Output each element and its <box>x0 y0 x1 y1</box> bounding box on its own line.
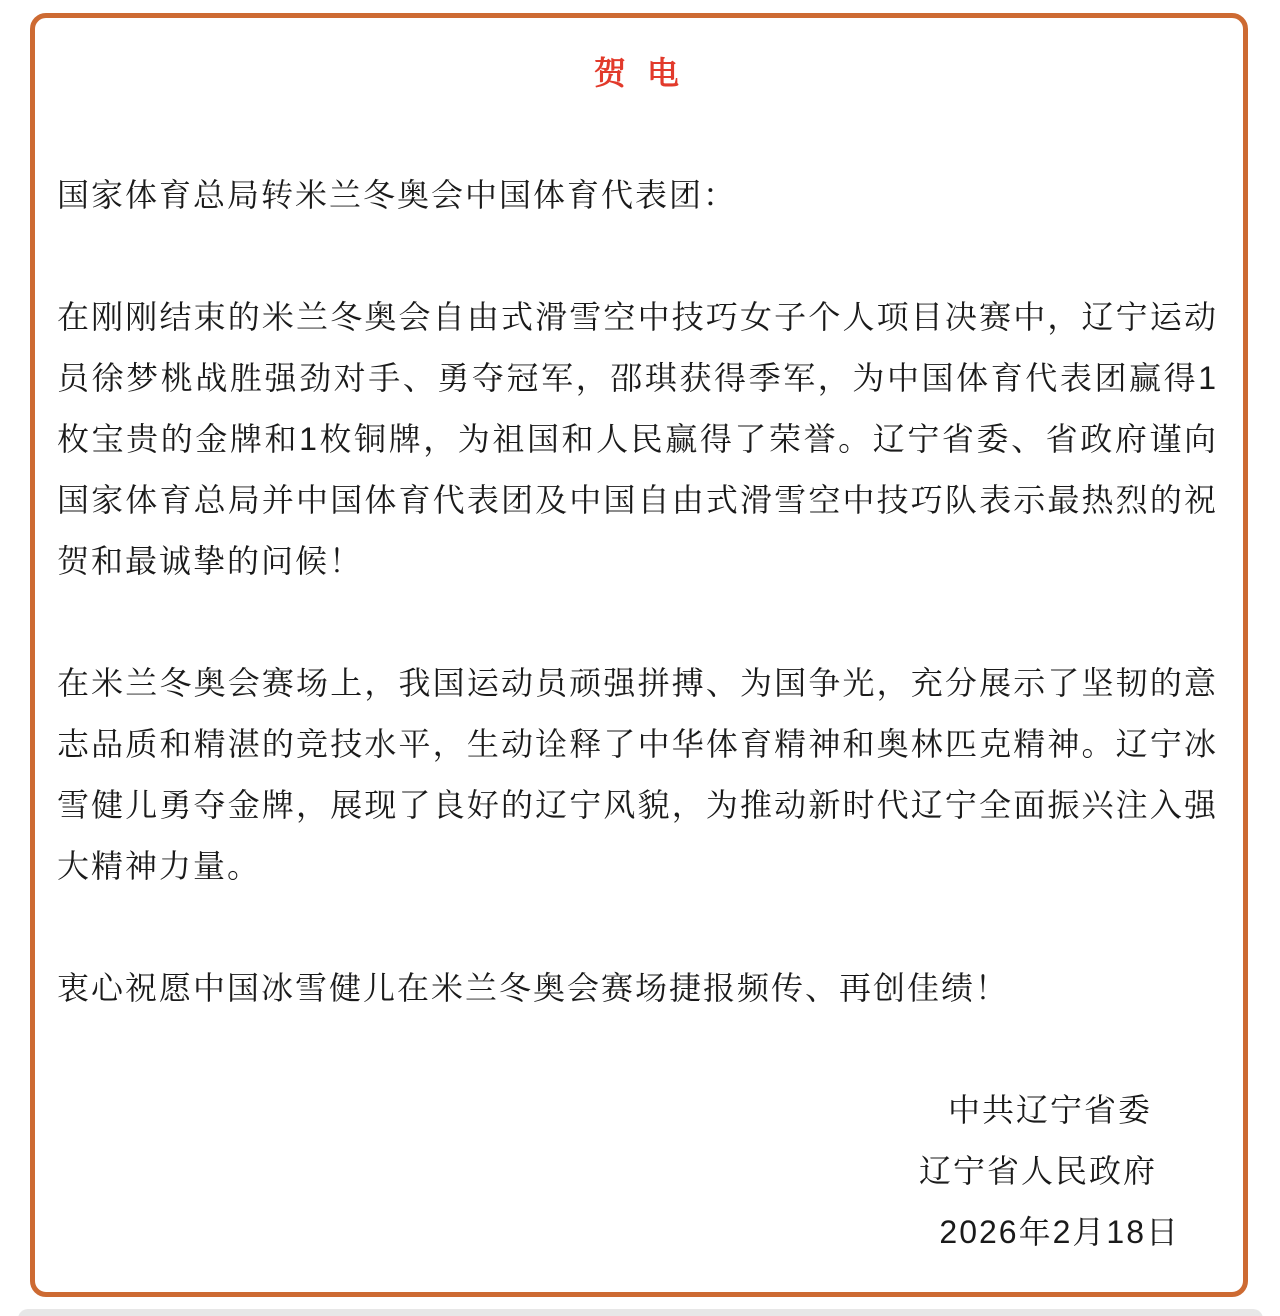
telegram-card <box>30 13 1248 1297</box>
paragraph-spirit: 在米兰冬奥会赛场上，我国运动员顽强拼搏、为国争光，充分展示了坚韧的意志品质和精湛的竞技水平，生动诠释了中华体育精神和奥林匹克精神。辽宁冰雪健儿勇夺金牌，展现了良好的辽宁风貌，为推动新时代辽宁全面振兴注入强大精神力量。 <box>57 665 1218 884</box>
signature-org-government: 辽宁省人民政府 <box>918 1153 1157 1189</box>
signature-block <box>57 1080 1218 1263</box>
next-card-top-edge <box>18 1309 1263 1316</box>
signature-date: 2026年2月18日 <box>939 1214 1180 1250</box>
signature-org-party: 中共辽宁省委 <box>947 1092 1152 1128</box>
telegram-title: 贺 电 <box>594 55 681 91</box>
paragraph-results: 在刚刚结束的米兰冬奥会自由式滑雪空中技巧女子个人项目决赛中，辽宁运动员徐梦桃战胜强劲对手、勇夺冠军，邵琪获得季军，为中国体育代表团赢得1枚宝贵的金牌和1枚铜牌，为祖国和人民赢得了荣誉。辽宁省委、省政府谨向国家体育总局并中国体育代表团及中国自由式滑雪空中技巧队表示最热烈的祝贺和最诚挚的问候！ <box>57 299 1218 579</box>
salutation-line: 国家体育总局转米兰冬奥会中国体育代表团： <box>57 177 738 213</box>
paragraph-wishes: 衷心祝愿中国冰雪健儿在米兰冬奥会赛场捷报频传、再创佳绩！ <box>57 970 1010 1006</box>
